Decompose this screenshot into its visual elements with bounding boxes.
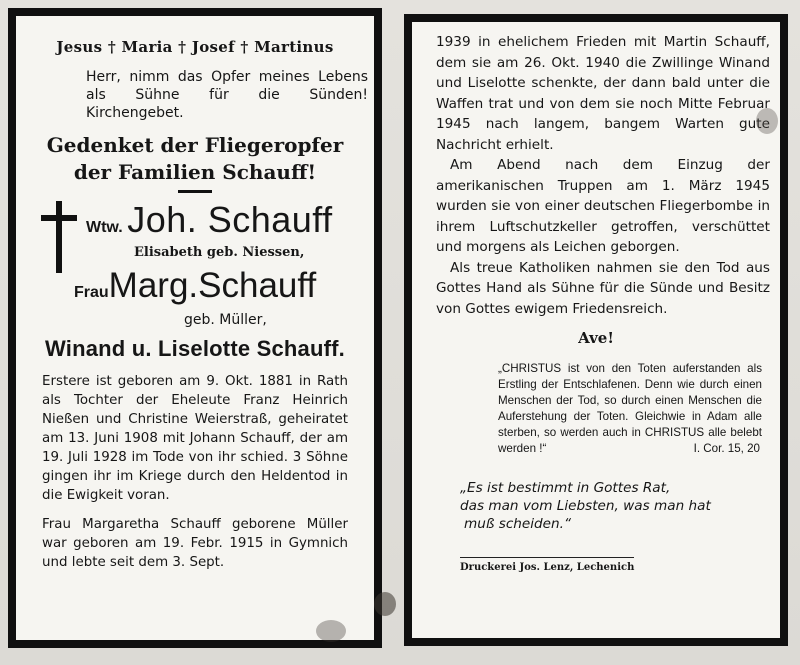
scripture-quote-text: „CHRISTUS ist von den Toten auferstanden als Erstling der Entschlafenen. Denn wie durch einen Menschen der Tod, so durch einen Menschen die Auferstehung der Toten. Gleichwie in Adam alle sterben, so werden auch in CHRISTUS alle belebt werden !“ <box>498 362 762 455</box>
stain-mark <box>374 592 396 616</box>
closing-verse-line3: muß scheiden.“ <box>464 516 572 532</box>
closing-verse-line1: „Es ist bestimmt in Gottes Rat, <box>460 480 671 496</box>
scripture-reference: I. Cor. 15, 20 <box>693 442 760 455</box>
memorial-card-left <box>8 8 382 648</box>
name-johann-schauff <box>86 199 352 241</box>
scripture-quote <box>498 361 762 457</box>
printer-imprint: Druckerei Jos. Lenz, Lechenich <box>460 557 634 573</box>
prayer-text: Herr, nimm das Opfer meines Lebens als Sühne für die Sünden! Kirchengebet. <box>86 69 368 121</box>
name-margaretha-schauff <box>74 266 352 306</box>
biography-right <box>412 22 780 319</box>
name1-subtitle: Elisabeth geb. Niessen, <box>134 245 305 260</box>
remembrance-title-line2: der Familien Schauff! <box>73 160 317 184</box>
biography-paragraph-1: Erstere ist geboren am 9. Okt. 1881 in Rath als Tochter der Eheleute Franz Heinrich Nießen und Christine Weierstraß, geheiratet am 13. Juni 1908 mit Johann Schauff, der am 19. Juli 1928 im Tode von ihr schied. 3 Söhne gingen ihr im Kriege durch den Heldentod in die Ewigkeit voran. <box>42 374 348 503</box>
closing-verse <box>460 479 780 533</box>
remembrance-title <box>38 132 352 186</box>
biography-paragraph-3: 1939 in ehelichem Frieden mit Martin Schauff, dem sie am 26. Okt. 1940 die Zwillinge Winand und Liselotte schenkte, der dann bald unter die Waffen trat und von dem sie noch Mitte Februar 1945 nach langem, bangem Warten gute Nachricht erhielt. <box>436 34 770 153</box>
biography-left <box>38 372 352 572</box>
religious-header: Jesus † Maria † Josef † Martinus <box>56 38 334 56</box>
name-winand-liselotte: Winand u. Liselotte Schauff. <box>45 336 345 361</box>
ave: Ave! <box>578 329 614 347</box>
stain-mark <box>316 620 346 642</box>
deceased-names <box>38 199 352 362</box>
name1: Joh. Schauff <box>127 199 333 240</box>
name2-prefix: Frau <box>74 284 109 301</box>
biography-paragraph-2: Frau Margaretha Schauff geborene Müller war geboren am 19. Febr. 1915 in Gymnich und lebte seit dem 3. Sept. <box>42 517 348 570</box>
divider <box>178 190 212 193</box>
remembrance-title-line1: Gedenket der Fliegeropfer <box>46 133 344 157</box>
biography-paragraph-5: Als treue Katholiken nahmen sie den Tod aus Gottes Hand als Sühne für die Sünde und Besitz von Gottes ewigem Friedensreich. <box>436 259 770 317</box>
name2-subtitle: geb. Müller, <box>184 312 267 328</box>
biography-paragraph-4: Am Abend nach dem Einzug der amerikanischen Truppen am 1. März 1945 wurden sie von einer deutschen Fliegerbombe in ihrem Luftschutzkeller getroffen, verschüttet und morgens als Leichen geborgen. <box>436 157 770 255</box>
name2: Marg.Schauff <box>108 266 317 305</box>
stain-mark <box>756 108 778 134</box>
closing-verse-line2: das man vom Liebsten, was man hat <box>460 498 711 514</box>
name1-prefix: Wtw. <box>86 219 123 236</box>
memorial-card-right <box>404 14 788 646</box>
